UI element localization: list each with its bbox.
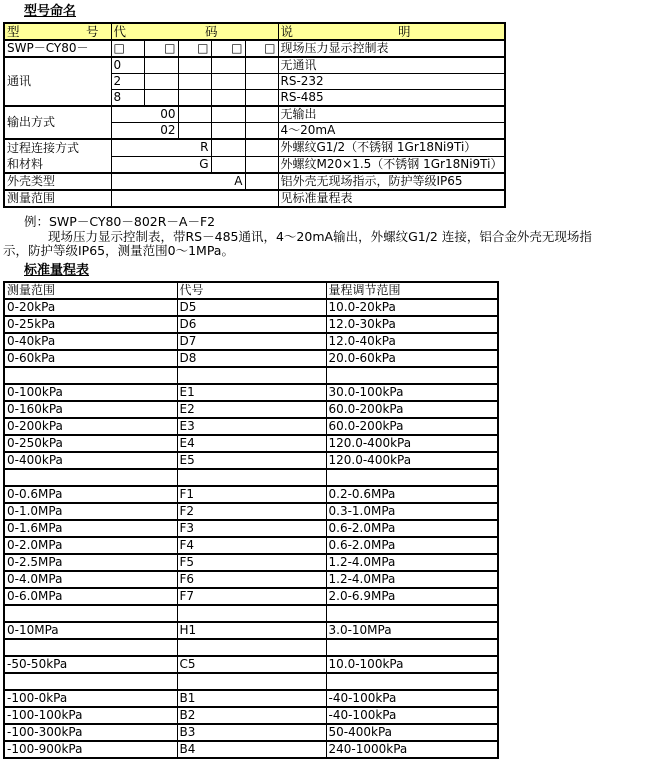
adjust-cell: 0.6-2.0MPa	[326, 520, 498, 537]
range-cell: 0-100kPa	[4, 384, 177, 401]
empty-code-cell	[178, 57, 211, 74]
standard-range-table	[3, 281, 499, 759]
checkbox-placeholder-4: □	[211, 40, 245, 57]
table-row	[4, 384, 498, 401]
table-row	[4, 622, 498, 639]
range-cell: -100-900kPa	[4, 741, 177, 758]
empty-code-cell	[211, 123, 245, 140]
table-row	[4, 741, 498, 758]
empty-code-cell	[211, 57, 245, 74]
header-desc-char-left: 说	[280, 24, 294, 39]
empty-code-cell	[144, 90, 178, 107]
range-cell: 0-200kPa	[4, 418, 177, 435]
range-cell: 0-4.0MPa	[4, 571, 177, 588]
process-label-line2: 和材料	[7, 157, 44, 171]
process-desc-cell: 外螺纹G1/2（不锈钢 1Gr18Ni9Ti）	[278, 139, 505, 156]
checkbox-placeholder-2: □	[144, 40, 178, 57]
model-naming-table	[3, 22, 506, 208]
output-code-cell: 00	[111, 106, 178, 123]
adjust-cell: 0.3-1.0MPa	[326, 503, 498, 520]
code-cell: D6	[177, 316, 326, 333]
adjust-cell: 20.0-60kPa	[326, 350, 498, 367]
adjust-cell	[326, 469, 498, 486]
comm-row-0	[4, 57, 505, 74]
table-row	[4, 673, 498, 690]
empty-code-cell	[245, 173, 278, 190]
checkbox-placeholder-3: □	[178, 40, 211, 57]
adjust-cell: 240-1000kPa	[326, 741, 498, 758]
header-code-cell	[111, 23, 278, 40]
code-cell: F2	[177, 503, 326, 520]
table-row	[4, 707, 498, 724]
output-label-cell: 输出方式	[4, 106, 111, 139]
range-cell: 0-400kPa	[4, 452, 177, 469]
example-line-1: 例：SWP－CY80－802R－A－F2	[24, 214, 216, 229]
process-desc-cell: 外螺纹M20×1.5（不锈钢 1Gr18Ni9Ti）	[278, 156, 505, 173]
comm-code-cell: 8	[111, 90, 144, 107]
code-cell	[177, 605, 326, 622]
code-cell: B4	[177, 741, 326, 758]
range-cell: 0-20kPa	[4, 299, 177, 316]
table-row	[4, 367, 498, 384]
table-row	[4, 605, 498, 622]
empty-code-cell	[245, 123, 278, 140]
range-cell: 0-160kPa	[4, 401, 177, 418]
table-row	[4, 724, 498, 741]
range-cell: -100-100kPa	[4, 707, 177, 724]
adjust-cell: 3.0-10MPa	[326, 622, 498, 639]
empty-code-cell	[245, 74, 278, 90]
adjust-cell: 2.0-6.9MPa	[326, 588, 498, 605]
process-code-cell: G	[111, 156, 211, 173]
adjust-cell: 12.0-30kPa	[326, 316, 498, 333]
table-row	[4, 690, 498, 707]
code-cell	[177, 639, 326, 656]
adjust-cell: 120.0-400kPa	[326, 452, 498, 469]
code-cell	[177, 469, 326, 486]
code-cell: E1	[177, 384, 326, 401]
range-cell: 0-2.0MPa	[4, 537, 177, 554]
table-row	[4, 452, 498, 469]
range-cell: 0-0.6MPa	[4, 486, 177, 503]
table-row	[4, 350, 498, 367]
table-row	[4, 333, 498, 350]
range-cell	[4, 367, 177, 384]
comm-code-cell: 2	[111, 74, 144, 90]
code-cell: D5	[177, 299, 326, 316]
adjust-cell: -40-100kPa	[326, 707, 498, 724]
adjust-cell: 1.2-4.0MPa	[326, 554, 498, 571]
comm-desc-cell: 无通讯	[278, 57, 505, 74]
adjust-cell: 60.0-200kPa	[326, 418, 498, 435]
model-prefix-cell: SWP－CY80－	[4, 40, 111, 57]
table-row	[4, 469, 498, 486]
table-row	[4, 639, 498, 656]
adjust-cell: 50-400kPa	[326, 724, 498, 741]
process-code-cell: R	[111, 139, 211, 156]
adjust-cell: 30.0-100kPa	[326, 384, 498, 401]
adjust-cell: 12.0-40kPa	[326, 333, 498, 350]
comm-desc-cell: RS-232	[278, 74, 505, 90]
range-cell: 0-60kPa	[4, 350, 177, 367]
checkbox-placeholder-1: □	[111, 40, 144, 57]
adjust-cell: 60.0-200kPa	[326, 401, 498, 418]
code-cell: F7	[177, 588, 326, 605]
range-cell	[4, 673, 177, 690]
header-code-char-right: 码	[204, 24, 218, 39]
range-table-header-row	[4, 282, 498, 299]
empty-code-cell	[211, 74, 245, 90]
housing-label-cell: 外壳类型	[4, 173, 111, 190]
adjust-cell	[326, 367, 498, 384]
header-code-cell: 代号	[177, 282, 326, 299]
code-cell: D7	[177, 333, 326, 350]
range-cell: 0-250kPa	[4, 435, 177, 452]
code-cell: B3	[177, 724, 326, 741]
range-cell	[4, 639, 177, 656]
adjust-cell: 10.0-100kPa	[326, 656, 498, 673]
range-cell	[4, 469, 177, 486]
table-row	[4, 486, 498, 503]
range-cell: 0-25kPa	[4, 316, 177, 333]
code-cell: E3	[177, 418, 326, 435]
adjust-cell: -40-100kPa	[326, 690, 498, 707]
model-table-header-row	[4, 23, 505, 40]
empty-code-cell	[245, 90, 278, 107]
header-range-cell: 测量范围	[4, 282, 177, 299]
adjust-cell: 0.2-0.6MPa	[326, 486, 498, 503]
range-cell: -50-50kPa	[4, 656, 177, 673]
code-cell: F3	[177, 520, 326, 537]
range-cell: -100-0kPa	[4, 690, 177, 707]
range-cell: 0-10MPa	[4, 622, 177, 639]
empty-code-cell	[144, 74, 178, 90]
comm-code-cell: 0	[111, 57, 144, 74]
header-code-char-left: 代	[113, 24, 127, 39]
adjust-cell	[326, 639, 498, 656]
table-row	[4, 656, 498, 673]
code-cell	[177, 367, 326, 384]
empty-code-cell	[178, 123, 211, 140]
empty-code-cell	[245, 57, 278, 74]
empty-code-cell	[144, 57, 178, 74]
header-model-char-right: 号	[85, 24, 99, 39]
range-label-cell: 测量范围	[4, 190, 111, 207]
empty-code-cell	[178, 74, 211, 90]
range-code-cell	[111, 190, 278, 207]
example-line-2: 现场压力显示控制表，带RS－485通讯，4～20mA输出，外螺纹G1/2 连接，铝合金外壳无现场指	[48, 228, 592, 244]
comm-desc-cell: RS-485	[278, 90, 505, 107]
process-label-line1: 过程连接方式	[7, 141, 80, 155]
range-row	[4, 190, 505, 207]
empty-code-cell	[211, 139, 245, 156]
model-desc-cell: 现场压力显示控制表	[278, 40, 505, 57]
table-row	[4, 571, 498, 588]
code-cell: F4	[177, 537, 326, 554]
table-row	[4, 537, 498, 554]
example-paragraph	[0, 215, 661, 259]
empty-code-cell	[245, 139, 278, 156]
range-desc-cell: 见标准量程表	[278, 190, 505, 207]
code-cell: D8	[177, 350, 326, 367]
code-cell: F6	[177, 571, 326, 588]
range-table-body	[4, 299, 498, 758]
code-cell: B2	[177, 707, 326, 724]
output-code-cell: 02	[111, 123, 178, 140]
adjust-cell	[326, 605, 498, 622]
code-cell: C5	[177, 656, 326, 673]
table-row	[4, 418, 498, 435]
range-cell: -100-300kPa	[4, 724, 177, 741]
example-line-3: 示，防护等级IP65，测量范围0～1MPa。	[3, 243, 234, 258]
table-row	[4, 520, 498, 537]
empty-code-cell	[178, 106, 211, 123]
table-row	[4, 401, 498, 418]
table-row	[4, 316, 498, 333]
range-cell: 0-1.6MPa	[4, 520, 177, 537]
code-cell: E4	[177, 435, 326, 452]
header-desc-char-right: 明	[397, 24, 411, 39]
housing-desc-cell: 铝外壳无现场指示，防护等级IP65	[278, 173, 505, 190]
code-cell: F5	[177, 554, 326, 571]
section-title-standard-range: 标准量程表	[24, 262, 90, 278]
model-prefix-row	[4, 40, 505, 57]
section-title-model-naming: 型号命名	[24, 4, 77, 19]
table-row	[4, 299, 498, 316]
header-model-cell	[4, 23, 111, 40]
adjust-cell: 10.0-20kPa	[326, 299, 498, 316]
adjust-cell	[326, 673, 498, 690]
code-cell: F1	[177, 486, 326, 503]
code-cell: E5	[177, 452, 326, 469]
range-cell: 0-2.5MPa	[4, 554, 177, 571]
process-label-cell	[4, 139, 111, 173]
header-desc-cell	[278, 23, 505, 40]
empty-code-cell	[245, 106, 278, 123]
code-cell	[177, 673, 326, 690]
range-cell	[4, 605, 177, 622]
output-desc-cell: 4～20mA	[278, 123, 505, 140]
range-cell: 0-6.0MPa	[4, 588, 177, 605]
adjust-cell: 1.2-4.0MPa	[326, 571, 498, 588]
output-row-0	[4, 106, 505, 123]
header-adjust-cell: 量程调节范围	[326, 282, 498, 299]
output-desc-cell: 无输出	[278, 106, 505, 123]
table-row	[4, 554, 498, 571]
empty-code-cell	[178, 90, 211, 107]
code-cell: B1	[177, 690, 326, 707]
adjust-cell: 0.6-2.0MPa	[326, 537, 498, 554]
empty-code-cell	[211, 106, 245, 123]
adjust-cell: 120.0-400kPa	[326, 435, 498, 452]
housing-row	[4, 173, 505, 190]
table-row	[4, 503, 498, 520]
process-row-0	[4, 139, 505, 156]
table-row	[4, 435, 498, 452]
comm-label-cell: 通讯	[4, 57, 111, 106]
housing-code-cell: A	[111, 173, 245, 190]
header-model-char-left: 型	[7, 24, 20, 39]
checkbox-placeholder-5: □	[245, 40, 278, 57]
code-cell: E2	[177, 401, 326, 418]
empty-code-cell	[211, 156, 245, 173]
code-cell: H1	[177, 622, 326, 639]
table-row	[4, 588, 498, 605]
range-cell: 0-1.0MPa	[4, 503, 177, 520]
range-cell: 0-40kPa	[4, 333, 177, 350]
empty-code-cell	[245, 156, 278, 173]
empty-code-cell	[211, 90, 245, 107]
